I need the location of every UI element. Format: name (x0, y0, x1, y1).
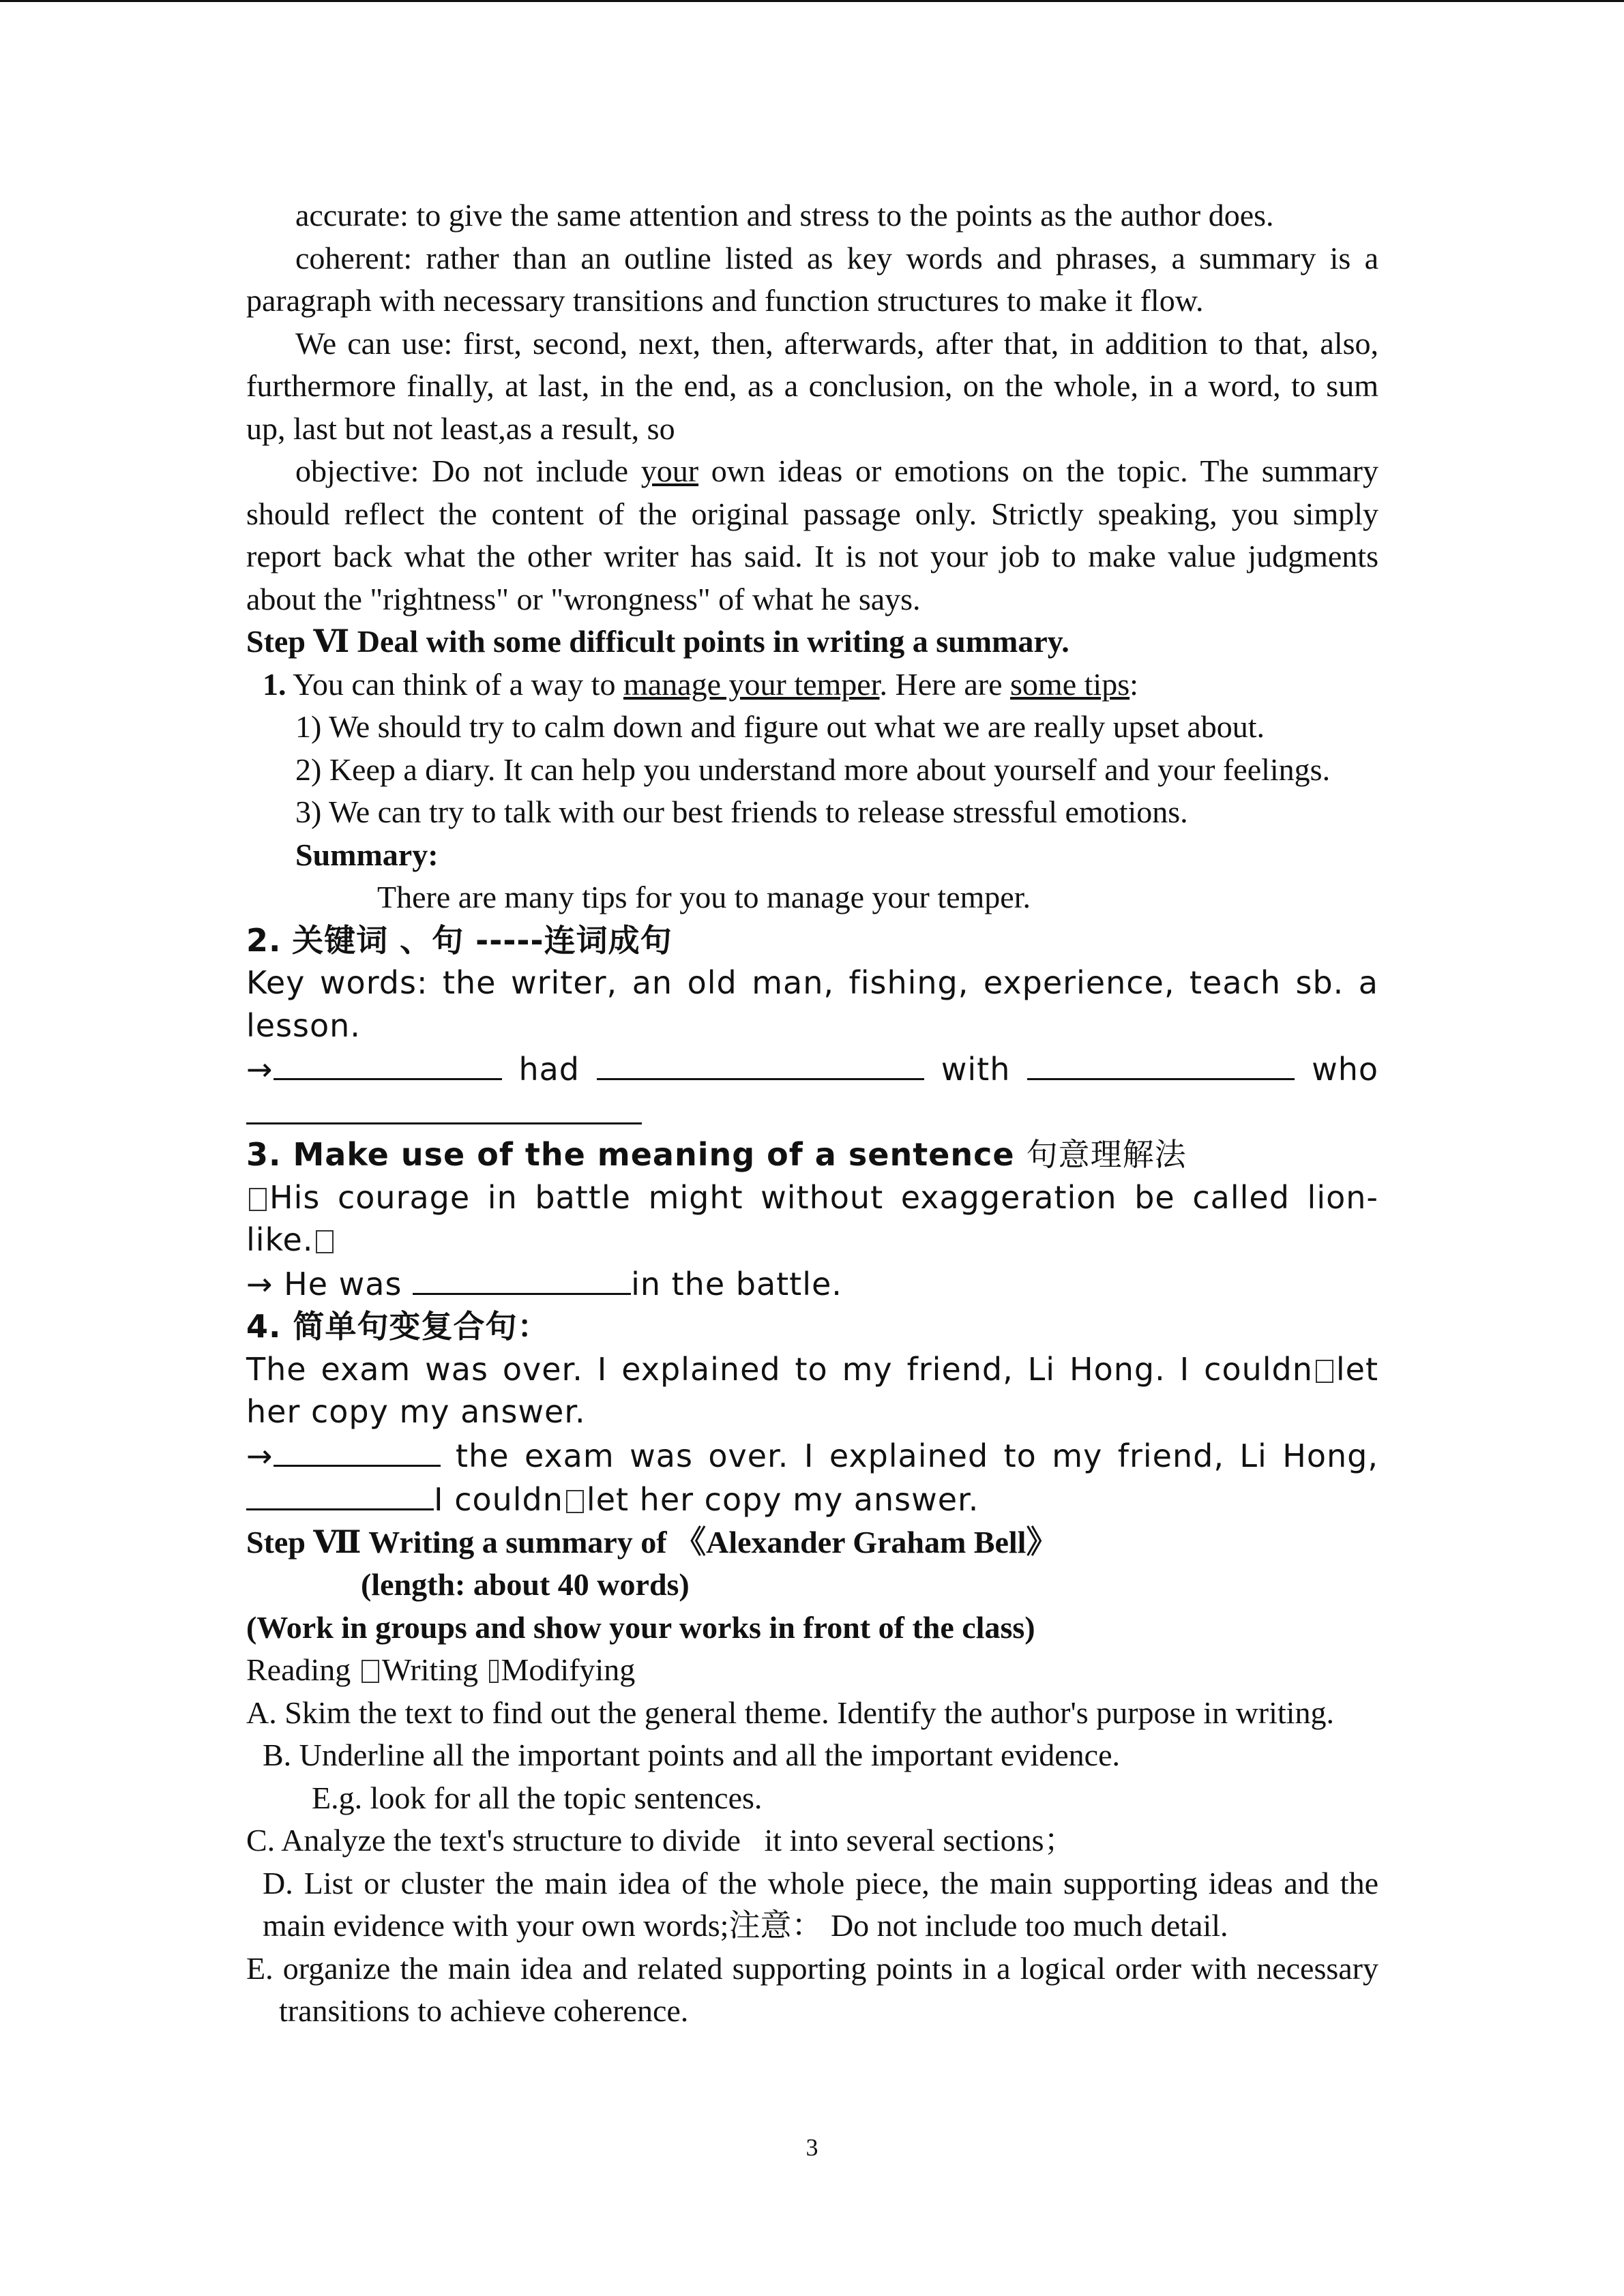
item2-title: 关键词 、句 -----连词成句 (292, 921, 673, 959)
item3-sentence-line (246, 1176, 1378, 1262)
item-a-text: Skim the text to find out the general theme. Identify the author's purpose in writing. (284, 1695, 1334, 1730)
step7-item-a (246, 1692, 1378, 1735)
item4-blank-1[interactable] (274, 1433, 441, 1467)
item3-fill-line (246, 1262, 1378, 1306)
item4-heading (246, 1305, 1378, 1348)
tip-2: 2) Keep a diary. It can help you understand more about yourself and your feelings. (295, 751, 1331, 787)
step7-item-d: D. List or cluster the main idea of the whole piece, the main supporting ideas and the main evidence with your own words;注意： Do not include too much detail. (263, 1865, 1378, 1943)
item2-heading (246, 919, 1378, 962)
item2-with: with (941, 1051, 1011, 1088)
item2-who: who (1312, 1051, 1379, 1088)
objective-paragraph (246, 450, 1378, 621)
tip-1: 1) We should try to calm down and figure out what we are really upset about. (295, 709, 1265, 744)
item4-fill-line-2 (246, 1477, 1378, 1521)
item-a-label: A. (246, 1695, 277, 1730)
step7-length: (length: about 40 words) (361, 1567, 690, 1602)
summary-label: Summary: (295, 837, 439, 872)
step7-item-b-eg: E.g. look for all the topic sentences. (312, 1780, 763, 1815)
step7-item-b: B. Underline all the important points and all the important evidence. (263, 1738, 1121, 1772)
page-number: 3 (806, 2134, 818, 2161)
apostrophe-box-1 (1316, 1360, 1333, 1383)
item4-arrow: → (246, 1437, 274, 1474)
item1-post: : (1130, 666, 1138, 702)
coherent-paragraph: coherent: rather than an outline listed as key words and phrases, a summary is a paragraph with necessary transitions and function structures to make it flow. (246, 240, 1378, 318)
flow-arrow-box-2 (489, 1660, 499, 1683)
step7-flow (246, 1649, 1378, 1692)
item1-some-tips: some tips (1010, 666, 1130, 702)
tip-3: 3) We can try to talk with our best friends to release stressful emotions. (295, 794, 1188, 829)
item4-sentence-a: The exam was over. I explained to my friend, Li Hong. I couldn (246, 1350, 1313, 1388)
item4-tail-a: I couldn (434, 1481, 563, 1518)
flow-arrow-box-1 (361, 1660, 379, 1683)
item1-number: 1. (263, 666, 286, 702)
step7-item-c: C. Analyze the text's structure to divide it into several sections； (246, 1823, 1076, 1858)
item3-arrow-text: → He was (246, 1265, 413, 1302)
summary-text: There are many tips for you to manage your temper. (377, 880, 1031, 914)
accurate-line: accurate: to give the same attention and stress to the points as the author does. (295, 198, 1274, 233)
item2-number: 2. (246, 921, 282, 959)
page-top-border (0, 0, 1624, 2)
open-quote-box (249, 1188, 267, 1211)
item2-arrow: → (246, 1051, 274, 1088)
item2-blank-1[interactable] (274, 1047, 502, 1080)
item4-mid: the exam was over. I explained to my friend, Li Hong, (440, 1437, 1378, 1474)
item2-blank-2[interactable] (597, 1047, 924, 1080)
item2-had: had (518, 1051, 580, 1088)
item2-blank-3[interactable] (1027, 1047, 1295, 1080)
item4-blank-2[interactable] (246, 1477, 434, 1510)
objective-post: own ideas or emotions on the topic. The summary should reflect the content of the original passage only. Strictly speaking, you simply report back what the other writer has said. It is not your job to make value judgments about the "rightness" or "wrongness" of what he says. (246, 453, 1378, 616)
step6-heading: Step Ⅵ Deal with some difficult points in writing a summary. (246, 624, 1069, 659)
step7-item-e: E. organize the main idea and related supporting points in a logical order with necessary transitions to achieve coherence. (246, 1950, 1378, 2028)
item4-fill-line (246, 1433, 1378, 1478)
item3-sentence: His courage in battle might without exaggeration be called lion-like. (246, 1178, 1378, 1258)
item1-manage-temper: manage your temper (623, 666, 880, 702)
item1-mid: . Here are (879, 666, 1011, 702)
item4-number: 4. (246, 1308, 282, 1345)
we-can-use-paragraph: We can use: first, second, next, then, afterwards, after that, in addition to that, also, furthermore finally, at last, in the end, as a conclusion, on the whole, in a word, to sum up, last but not least,as a result, so (246, 325, 1378, 446)
item3-title: 3. Make use of the meaning of a sentence (246, 1136, 1015, 1173)
step6-item1 (246, 664, 1378, 706)
apostrophe-box-2 (566, 1490, 584, 1513)
item4-title: 简单句变复合句： (281, 1308, 550, 1345)
objective-your: your (640, 453, 699, 488)
item2-fill-line-2 (246, 1091, 1378, 1134)
flow-reading: Reading (246, 1652, 351, 1687)
item1-pre: You can think of a way to (286, 666, 623, 702)
item2-fill-line (246, 1047, 1378, 1091)
flow-writing: Writing (381, 1652, 479, 1687)
item4-sentence (246, 1348, 1378, 1433)
item4-tail-b: let her copy my answer. (586, 1481, 979, 1518)
step7-groups: (Work in groups and show your works in front of the class) (246, 1609, 1035, 1645)
item3-heading (246, 1133, 1378, 1176)
document-body (246, 194, 1378, 2033)
close-quote-box (316, 1230, 334, 1253)
flow-modifying: Modifying (501, 1652, 636, 1687)
item3-blank[interactable] (413, 1262, 631, 1295)
objective-pre: objective: Do not include (295, 453, 641, 488)
item2-blank-4[interactable] (246, 1091, 642, 1124)
item3-tail: in the battle. (631, 1265, 842, 1302)
item2-key-words: Key words: the writer, an old man, fishing, experience, teach sb. a lesson. (246, 964, 1378, 1044)
item4-sentence-b: let her copy my answer. (246, 1350, 1378, 1430)
item3-title-cn: 句意理解法 (1026, 1136, 1187, 1173)
step7-heading: Step Ⅶ Writing a summary of 《Alexander Graham Bell》 (246, 1524, 1058, 1560)
